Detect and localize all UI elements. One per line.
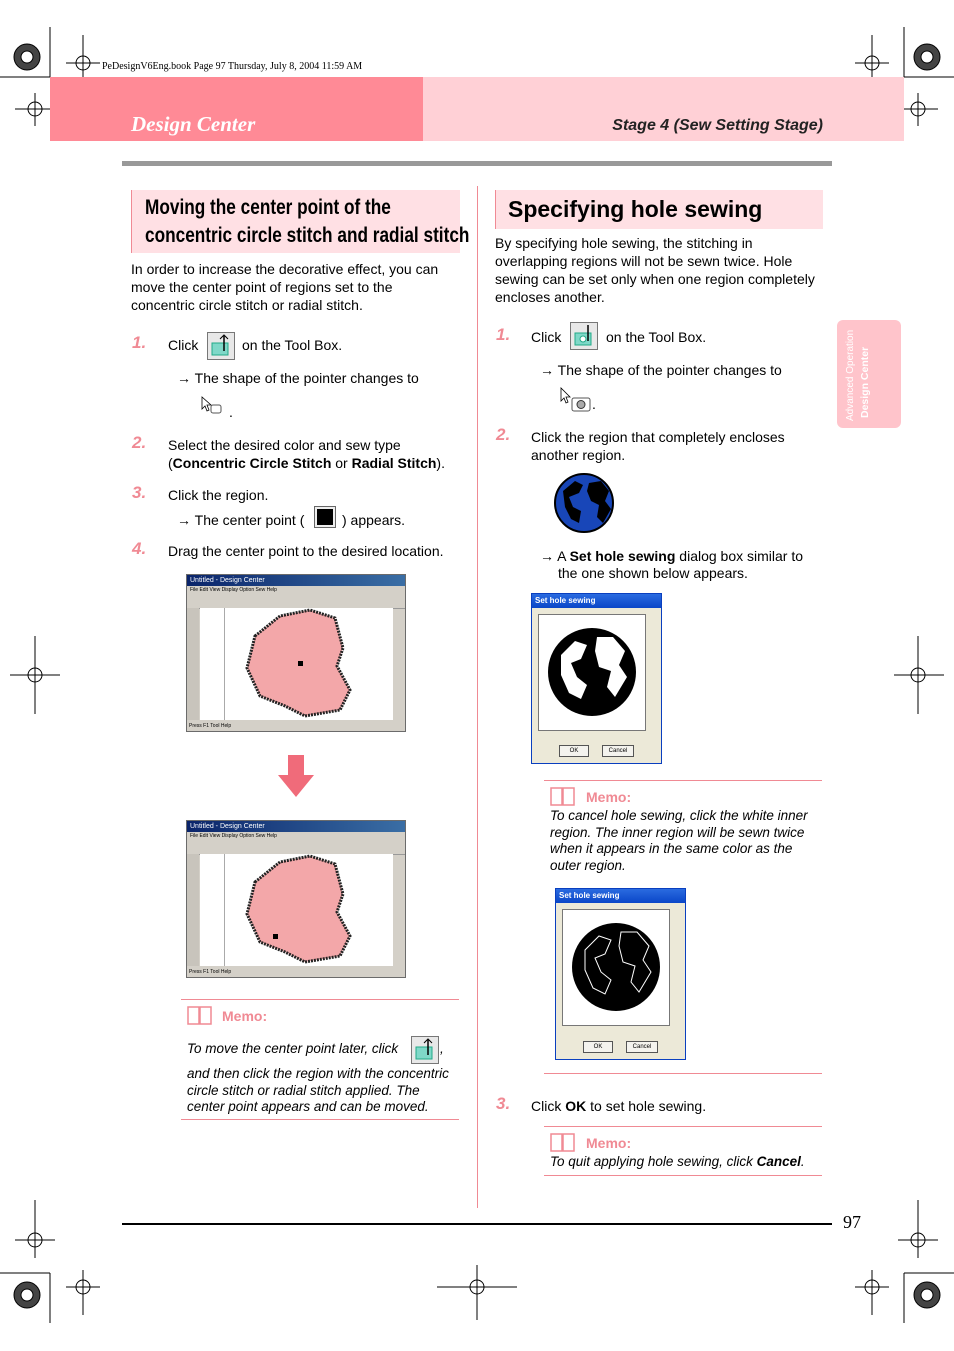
left-step2-number: 2. (132, 433, 147, 452)
left-memo-line2: and then click the region with the concentric (187, 1066, 449, 1081)
right-memo1-top-rule (544, 780, 822, 781)
design-center-screenshot-before (186, 574, 406, 732)
arrow-glyph: → (177, 512, 191, 528)
right-step1-result-text: The shape of the pointer changes to (557, 362, 782, 378)
left-step2-or: or (331, 455, 352, 471)
right-step1-post: on the Tool Box. (606, 329, 707, 345)
right-step2-result-post: dialog box similar to (675, 548, 804, 564)
page-number: 97 (843, 1212, 861, 1232)
header-section-title: Design Center (131, 112, 256, 136)
right-memo2-post: . (800, 1154, 805, 1169)
memo-book-icon (550, 1132, 576, 1152)
left-heading-line1: Moving the center point of the (145, 196, 391, 219)
footer-rule (122, 1223, 832, 1225)
left-memo-line1-post: , (440, 1041, 444, 1056)
left-step2-line1: Select the desired color and sew type (168, 437, 401, 453)
left-memo-line3: circle stitch or radial stitch applied. The (187, 1082, 420, 1098)
right-step2-text (531, 428, 785, 464)
hole-pointer-icon (560, 387, 592, 413)
left-memo-line4: center point appears and can be moved. (187, 1099, 429, 1114)
arrow-glyph: → (540, 548, 554, 564)
hole-sewing-tool-icon[interactable] (570, 322, 598, 350)
left-memo-label: Memo: (222, 1008, 268, 1024)
side-tab-line2: Design Center (859, 346, 871, 418)
right-step1-period: . (592, 396, 596, 412)
left-step2-bold1: Concentric Circle Stitch (172, 455, 332, 471)
center-point-icon (314, 506, 336, 528)
left-step1-pre: Click (168, 337, 199, 353)
right-intro-line1: By specifying hole sewing, the stitching in (495, 235, 753, 251)
screenshot-toolbar (187, 594, 405, 609)
memo-book-icon (550, 786, 576, 806)
right-step3-post: to set hole sewing. (586, 1098, 707, 1114)
left-step3-number: 3. (132, 483, 147, 502)
right-memo2-bottom-rule (544, 1175, 822, 1176)
screenshot-menu: File Edit View Display Option Sew Help (190, 587, 277, 593)
right-intro (495, 234, 815, 306)
design-center-screenshot-after (186, 820, 406, 978)
right-step2-line1: Click the region that completely encloses (531, 429, 785, 445)
left-step2-line2 (168, 454, 445, 472)
left-step3-result-post: ) appears. (342, 512, 406, 528)
concentric-tool-icon[interactable] (207, 332, 235, 360)
arrow-glyph: → (177, 370, 191, 386)
left-step4-text: Drag the center point to the desired location. (168, 543, 444, 559)
concentric-tool-icon[interactable] (411, 1036, 439, 1064)
left-step3-result-pre: The center point ( (194, 512, 305, 528)
left-step3-result (177, 511, 304, 529)
right-step3-bold: OK (565, 1098, 587, 1114)
right-step2-result-pre: A (557, 548, 570, 564)
screenshot-toolbox (187, 854, 199, 966)
column-divider (477, 186, 478, 1208)
screenshot-menu: File Edit View Display Option Sew Help (190, 833, 277, 839)
right-step2-result-bold: Set hole sewing (569, 548, 676, 564)
dialog-preview (562, 909, 670, 1026)
left-heading (145, 194, 469, 250)
screenshot-toolbox (187, 608, 199, 720)
left-step3-text: Click the region. (168, 487, 269, 503)
right-memo2-label: Memo: (586, 1135, 632, 1151)
left-intro-line2: move the center point of regions set to the (131, 279, 393, 295)
memo-book-icon (187, 1005, 213, 1025)
right-step2-result-line2: the one shown below appears. (558, 565, 748, 581)
right-step1-number: 1. (496, 325, 511, 344)
left-memo-top-rule (181, 999, 459, 1000)
left-step1-post: on the Tool Box. (242, 337, 343, 353)
screenshot-title: Untitled - Design Center (187, 821, 405, 832)
right-step3-text (531, 1097, 706, 1115)
left-memo-line1-pre: To move the center point later, click (187, 1041, 399, 1056)
screenshot-canvas (225, 608, 393, 720)
set-hole-sewing-dialog-cancel (555, 888, 686, 1060)
left-intro (131, 260, 438, 314)
side-tab-line1: Advanced Operation (845, 329, 856, 421)
dialog-cancel-button[interactable]: Cancel (602, 745, 634, 757)
right-memo2-pre: To quit applying hole sewing, click (550, 1154, 757, 1169)
left-heading-line2: concentric circle stitch and radial stitch (145, 224, 470, 247)
globe-region-image (553, 471, 615, 535)
screenshot-canvas (225, 854, 393, 966)
right-heading: Specifying hole sewing (508, 196, 763, 222)
left-intro-line3: concentric circle stitch or radial stitch. (131, 297, 363, 313)
dialog-preview (538, 614, 646, 731)
right-intro-line2: overlapping regions will not be sewn twice. Hole (495, 253, 793, 269)
screenshot-toolbar (187, 840, 405, 855)
pointer-shape-icon (201, 396, 225, 416)
left-step1-result (177, 369, 419, 387)
right-intro-line4: encloses another. (495, 289, 605, 305)
right-step2-result (540, 547, 803, 565)
dialog-cancel-button[interactable]: Cancel (626, 1041, 658, 1053)
right-memo2-bold: Cancel (756, 1154, 801, 1169)
right-memo2-text (550, 1154, 805, 1171)
right-step2-number: 2. (496, 425, 511, 444)
right-memo1-line4: outer region. (550, 857, 626, 873)
side-tab (837, 320, 901, 428)
left-step2-open: ( (168, 455, 173, 471)
dialog-title: Set hole sewing (556, 889, 685, 903)
left-intro-line1: In order to increase the decorative effect, you can (131, 261, 439, 277)
screenshot-status: Press F1 Tool Help (187, 967, 406, 977)
left-memo-body (187, 1066, 449, 1116)
right-intro-line3: sewing can be set only when one region completely (495, 271, 815, 287)
file-info: PeDesignV6Eng.book Page 97 Thursday, July 8, 2004 11:59 AM (102, 61, 363, 72)
dialog-ok-button[interactable]: OK (583, 1041, 613, 1053)
top-rule (122, 161, 832, 166)
left-step2-bold2: Radial Stitch (351, 455, 437, 471)
left-step1-period: . (229, 404, 233, 420)
right-memo1-line2: region. The inner region will be sewn twice (550, 824, 805, 840)
dialog-ok-button[interactable]: OK (559, 745, 589, 757)
arrow-glyph: → (540, 362, 554, 378)
left-memo-bottom-rule (181, 1119, 459, 1120)
right-memo1-line3: when it appears in the same color as the (550, 841, 793, 856)
left-step2-close: ). (436, 455, 445, 471)
left-step1-result-text: The shape of the pointer changes to (194, 370, 419, 386)
header-stage-title: Stage 4 (Sew Setting Stage) (612, 117, 823, 134)
down-arrow-icon (278, 755, 314, 797)
right-step3-number: 3. (496, 1094, 511, 1113)
right-step1-pre: Click (531, 329, 562, 345)
set-hole-sewing-dialog (531, 593, 662, 764)
right-memo1-label: Memo: (586, 789, 632, 805)
right-memo1-bottom-rule (544, 1073, 822, 1074)
right-memo1-line1: To cancel hole sewing, click the white inner (550, 808, 808, 823)
right-step1-result (540, 361, 782, 379)
right-memo1-body (550, 808, 808, 874)
dialog-title: Set hole sewing (532, 594, 661, 608)
right-memo2-top-rule (544, 1126, 822, 1127)
screenshot-title: Untitled - Design Center (187, 575, 405, 586)
right-step2-line2: another region. (531, 447, 626, 463)
right-step3-pre: Click (531, 1098, 566, 1114)
left-step1-number: 1. (132, 333, 147, 352)
screenshot-status: Press F1 Tool Help (187, 721, 406, 731)
left-step4-number: 4. (132, 539, 147, 558)
